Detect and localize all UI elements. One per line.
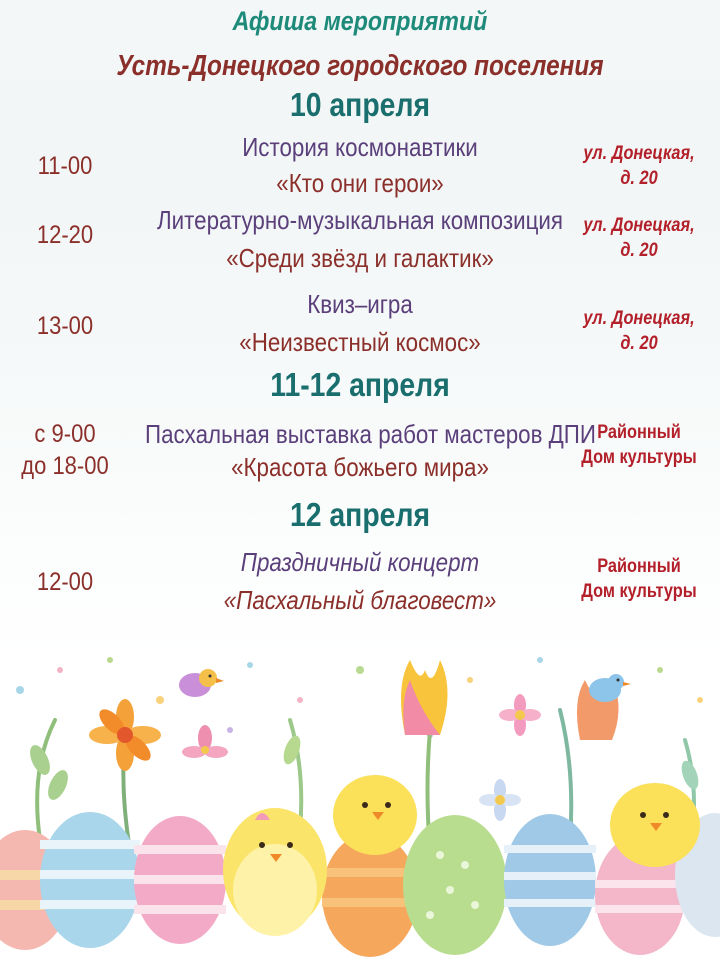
poster-subtitle: Усть-Донецкого городского поселения <box>116 50 604 82</box>
event-time: 12-00 <box>36 568 94 596</box>
event-place <box>576 213 702 263</box>
easter-illustration <box>0 640 720 960</box>
event-place <box>576 420 702 470</box>
event-subtitle: «Кто они герои» <box>276 168 444 198</box>
place-line: Дом культуры <box>581 581 697 602</box>
place-line: д. 20 <box>620 333 658 354</box>
event-subtitle: «Неизвестный космос» <box>239 327 481 357</box>
place-line: ул. Донецкая, <box>583 215 695 236</box>
place-line: ул. Донецкая, <box>583 308 695 329</box>
section-date: 10 апреля <box>289 86 431 123</box>
event-time: 13-00 <box>36 312 94 340</box>
place-line: д. 20 <box>620 240 658 261</box>
event-time: с 9-00 <box>34 420 96 448</box>
event-place <box>576 554 702 604</box>
event-title: Пасхальная выставка работ мастеров ДПИ <box>145 419 596 449</box>
event-subtitle: «Пасхальный благовест» <box>223 585 497 615</box>
event-time: до 18-00 <box>21 452 109 480</box>
place-line: д. 20 <box>620 168 658 189</box>
place-line: Районный <box>597 556 681 577</box>
section-date: 12 апреля <box>289 496 431 533</box>
place-line: Районный <box>597 422 681 443</box>
tulip-icon <box>401 660 619 740</box>
event-subtitle: «Красота божьего мира» <box>231 452 489 482</box>
event-title: История космонавтики <box>242 132 478 162</box>
event-time: 11-00 <box>37 152 93 180</box>
event-time: 12-20 <box>36 221 94 249</box>
event-title: Квиз–игра <box>307 289 413 319</box>
section-date: 11-12 апреля <box>270 366 450 403</box>
event-subtitle: «Среди звёзд и галактик» <box>226 243 494 273</box>
event-title: Праздничный концерт <box>240 547 480 577</box>
event-title: Литературно-музыкальная композиция <box>157 205 563 235</box>
poster-title: Афиша мероприятий <box>232 6 488 36</box>
orange-flower-icon <box>89 699 161 771</box>
place-line: ул. Донецкая, <box>583 143 695 164</box>
event-place <box>576 306 702 356</box>
event-place <box>576 141 702 191</box>
place-line: Дом культуры <box>581 447 697 468</box>
